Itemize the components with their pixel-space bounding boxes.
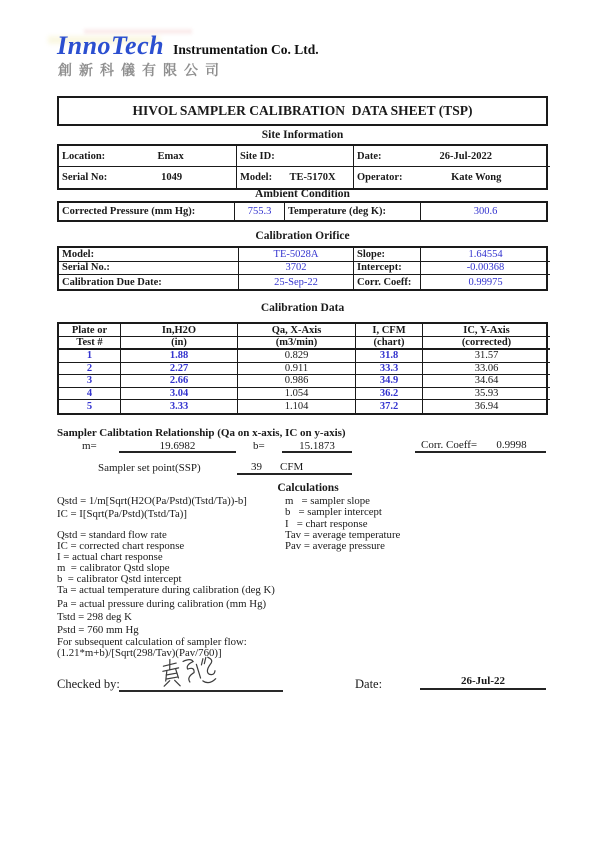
table-cell bbox=[59, 275, 239, 289]
field-label: Temperature (deg K): bbox=[288, 206, 386, 217]
corr-coeff-label: Corr. Coeff= bbox=[421, 439, 478, 451]
date-value: 26-Jul-22 bbox=[420, 675, 546, 690]
b-label: b= bbox=[253, 440, 265, 452]
cell-i-cfm: 34.9 bbox=[356, 375, 423, 388]
table-cell bbox=[421, 275, 550, 289]
table-cell bbox=[354, 167, 550, 188]
field-value: Emax bbox=[157, 150, 184, 162]
calculations-heading: Calculations bbox=[277, 482, 339, 494]
date-label: Date: bbox=[355, 677, 383, 691]
checked-by-label: Checked by: bbox=[57, 677, 120, 691]
field-label: Serial No.: bbox=[62, 262, 110, 274]
definition-item: b = calibrator Qstd intercept bbox=[57, 572, 182, 585]
field-value: 3702 bbox=[285, 262, 307, 274]
table-cell bbox=[354, 262, 421, 276]
pressure-value: 755.3 bbox=[247, 206, 272, 217]
table-cell bbox=[237, 146, 354, 167]
calculation-item: Pav = average pressure bbox=[285, 540, 385, 553]
cell-in-h2o: 2.66 bbox=[121, 375, 238, 388]
field-value: 26-Jul-2022 bbox=[439, 150, 492, 162]
field-label: Corr. Coeff: bbox=[357, 276, 412, 288]
ssp-label: Sampler set point(SSP) bbox=[98, 462, 201, 474]
table-cell bbox=[59, 203, 235, 220]
definition-item: Ta = actual temperature during calibration (deg K) bbox=[57, 583, 275, 596]
ambient-condition-table bbox=[57, 201, 548, 222]
site-information-heading: Site Information bbox=[261, 129, 344, 141]
table-cell bbox=[59, 262, 239, 276]
cell-qa: 0.911 bbox=[238, 363, 356, 376]
cell-qa: 1.054 bbox=[238, 388, 356, 401]
cell-qa: 1.104 bbox=[238, 400, 356, 413]
cell-qa: 0.986 bbox=[238, 375, 356, 388]
table-cell bbox=[354, 146, 550, 167]
field-value: 25-Sep-22 bbox=[274, 276, 318, 288]
cell-test-number: 5 bbox=[59, 400, 121, 413]
m-label: m= bbox=[82, 440, 97, 452]
cell-i-cfm: 37.2 bbox=[356, 400, 423, 413]
field-label: Slope: bbox=[357, 248, 386, 260]
formula-line: IC = I[Sqrt(Pa/Pstd)(Tstd/Ta)] bbox=[57, 507, 187, 520]
cell-in-h2o: 2.27 bbox=[121, 363, 238, 376]
table-cell bbox=[239, 275, 354, 289]
ssp-group bbox=[237, 461, 352, 475]
calibration-data-table bbox=[57, 322, 548, 415]
formula-block bbox=[57, 495, 247, 521]
column-subheader: Test # bbox=[59, 337, 121, 350]
cell-test-number: 3 bbox=[59, 375, 121, 388]
b-value: 15.1873 bbox=[282, 440, 352, 453]
site-information-table bbox=[57, 144, 548, 190]
column-header: Qa, X-Axis bbox=[238, 324, 356, 337]
ambient-condition-heading: Ambient Condition bbox=[255, 188, 350, 200]
m-value: 19.6982 bbox=[119, 440, 236, 453]
cell-in-h2o: 1.88 bbox=[121, 350, 238, 363]
field-label: Serial No: bbox=[62, 172, 108, 183]
calculation-item: Tav = average temperature bbox=[285, 528, 401, 541]
cell-ic: 35.93 bbox=[423, 388, 550, 401]
corr-coeff-group bbox=[415, 440, 546, 453]
table-cell bbox=[354, 275, 421, 289]
cell-i-cfm: 36.2 bbox=[356, 388, 423, 401]
definition-item: I = actual chart response bbox=[57, 550, 163, 563]
formula-line: Qstd = 1/m[Sqrt(H2O(Pa/Pstd)(Tstd/Ta))-b] bbox=[57, 495, 247, 507]
calibration-orifice-table bbox=[57, 246, 548, 291]
calculations-list bbox=[285, 496, 400, 552]
column-subheader: (chart) bbox=[356, 337, 423, 350]
page-title: HIVOL SAMPLER CALIBRATION DATA SHEET (TSP) bbox=[57, 96, 548, 126]
logo-company-suffix: Instrumentation Co. Ltd. bbox=[173, 42, 319, 57]
cell-qa: 0.829 bbox=[238, 350, 356, 363]
field-value: 1049 bbox=[161, 172, 183, 183]
table-cell bbox=[354, 248, 421, 262]
relationship-heading: Sampler Calibtation Relationship (Qa on x-axis, IC on y-axis) bbox=[57, 427, 346, 439]
definitions-list bbox=[57, 530, 275, 659]
table-cell bbox=[59, 248, 239, 262]
signature-icon bbox=[160, 654, 219, 691]
field-value: 1.64554 bbox=[468, 248, 503, 260]
column-header: IC, Y-Axis bbox=[423, 324, 550, 337]
table-cell bbox=[239, 262, 354, 276]
field-label: Site ID: bbox=[240, 150, 275, 162]
ssp-unit: CFM bbox=[280, 461, 304, 473]
note-item: Pstd = 760 mm Hg bbox=[57, 624, 139, 637]
table-cell bbox=[421, 203, 550, 220]
cell-ic: 33.06 bbox=[423, 363, 550, 376]
definition-item: m = calibrator Qstd slope bbox=[57, 561, 170, 574]
cell-in-h2o: 3.33 bbox=[121, 400, 238, 413]
temperature-value: 300.6 bbox=[473, 206, 498, 217]
column-header: I, CFM bbox=[356, 324, 423, 337]
calibration-data-heading: Calibration Data bbox=[260, 302, 345, 314]
cell-test-number: 4 bbox=[59, 388, 121, 401]
field-label: Operator: bbox=[357, 172, 403, 183]
cell-ic: 31.57 bbox=[423, 350, 550, 363]
cell-ic: 36.94 bbox=[474, 401, 499, 413]
column-subheader: (corrected) bbox=[423, 337, 550, 350]
cell-i-cfm: 33.3 bbox=[356, 363, 423, 376]
definition-item: Qstd = standard flow rate bbox=[57, 529, 167, 541]
field-value: TE-5170X bbox=[289, 172, 336, 183]
field-value: -0.00368 bbox=[466, 262, 505, 274]
calculation-item: b = sampler intercept bbox=[285, 506, 382, 519]
table-cell bbox=[235, 203, 285, 220]
cell-test-number: 1 bbox=[59, 350, 121, 363]
company-logo bbox=[57, 31, 548, 61]
column-header: Plate or bbox=[59, 324, 121, 337]
field-label: Model: bbox=[240, 172, 273, 183]
note-item: (1.21*m+b)/[Sqrt(298/Tav)(Pav/760)] bbox=[57, 647, 222, 660]
table-cell bbox=[59, 167, 237, 188]
calculation-item: m = sampler slope bbox=[285, 495, 370, 507]
cell-test-number: 2 bbox=[59, 363, 121, 376]
column-subheader: (in) bbox=[121, 337, 238, 350]
field-label: Location: bbox=[62, 150, 106, 162]
ssp-value: 39 bbox=[251, 461, 262, 473]
field-value: 0.99975 bbox=[468, 276, 503, 288]
field-value: Kate Wong bbox=[451, 172, 502, 183]
corr-coeff-value: 0.9998 bbox=[496, 439, 527, 451]
calibration-orifice-heading: Calibration Orifice bbox=[255, 230, 350, 242]
cell-i-cfm: 31.8 bbox=[356, 350, 423, 363]
table-cell bbox=[237, 167, 354, 188]
field-label: Date: bbox=[357, 150, 382, 162]
table-cell bbox=[421, 262, 550, 276]
logo-wordmark: InnoTech bbox=[57, 31, 165, 60]
field-label: Calibration Due Date: bbox=[62, 276, 162, 288]
field-label: Corrected Pressure (mm Hg): bbox=[62, 206, 196, 217]
cell-in-h2o: 3.04 bbox=[121, 388, 238, 401]
table-cell bbox=[285, 203, 421, 220]
cell-ic: 34.64 bbox=[423, 375, 550, 388]
table-cell bbox=[239, 248, 354, 262]
column-header: In,H2O bbox=[121, 324, 238, 337]
field-value: TE-5028A bbox=[273, 248, 319, 260]
table-cell bbox=[59, 146, 237, 167]
logo-chinese-name: 創新科儀有限公司 bbox=[58, 64, 226, 79]
calculation-item: I = chart response bbox=[285, 517, 368, 530]
field-label: Model: bbox=[62, 248, 95, 260]
definition-item: IC = corrected chart response bbox=[57, 539, 185, 552]
note-item: Tstd = 298 deg K bbox=[57, 611, 132, 624]
table-cell bbox=[421, 248, 550, 262]
definition-item: Pa = actual pressure during calibration (mm Hg) bbox=[57, 598, 267, 611]
note-item: For subsequent calculation of sampler flow: bbox=[57, 636, 247, 649]
column-subheader: (m3/min) bbox=[238, 337, 356, 350]
field-label: Intercept: bbox=[357, 262, 402, 274]
